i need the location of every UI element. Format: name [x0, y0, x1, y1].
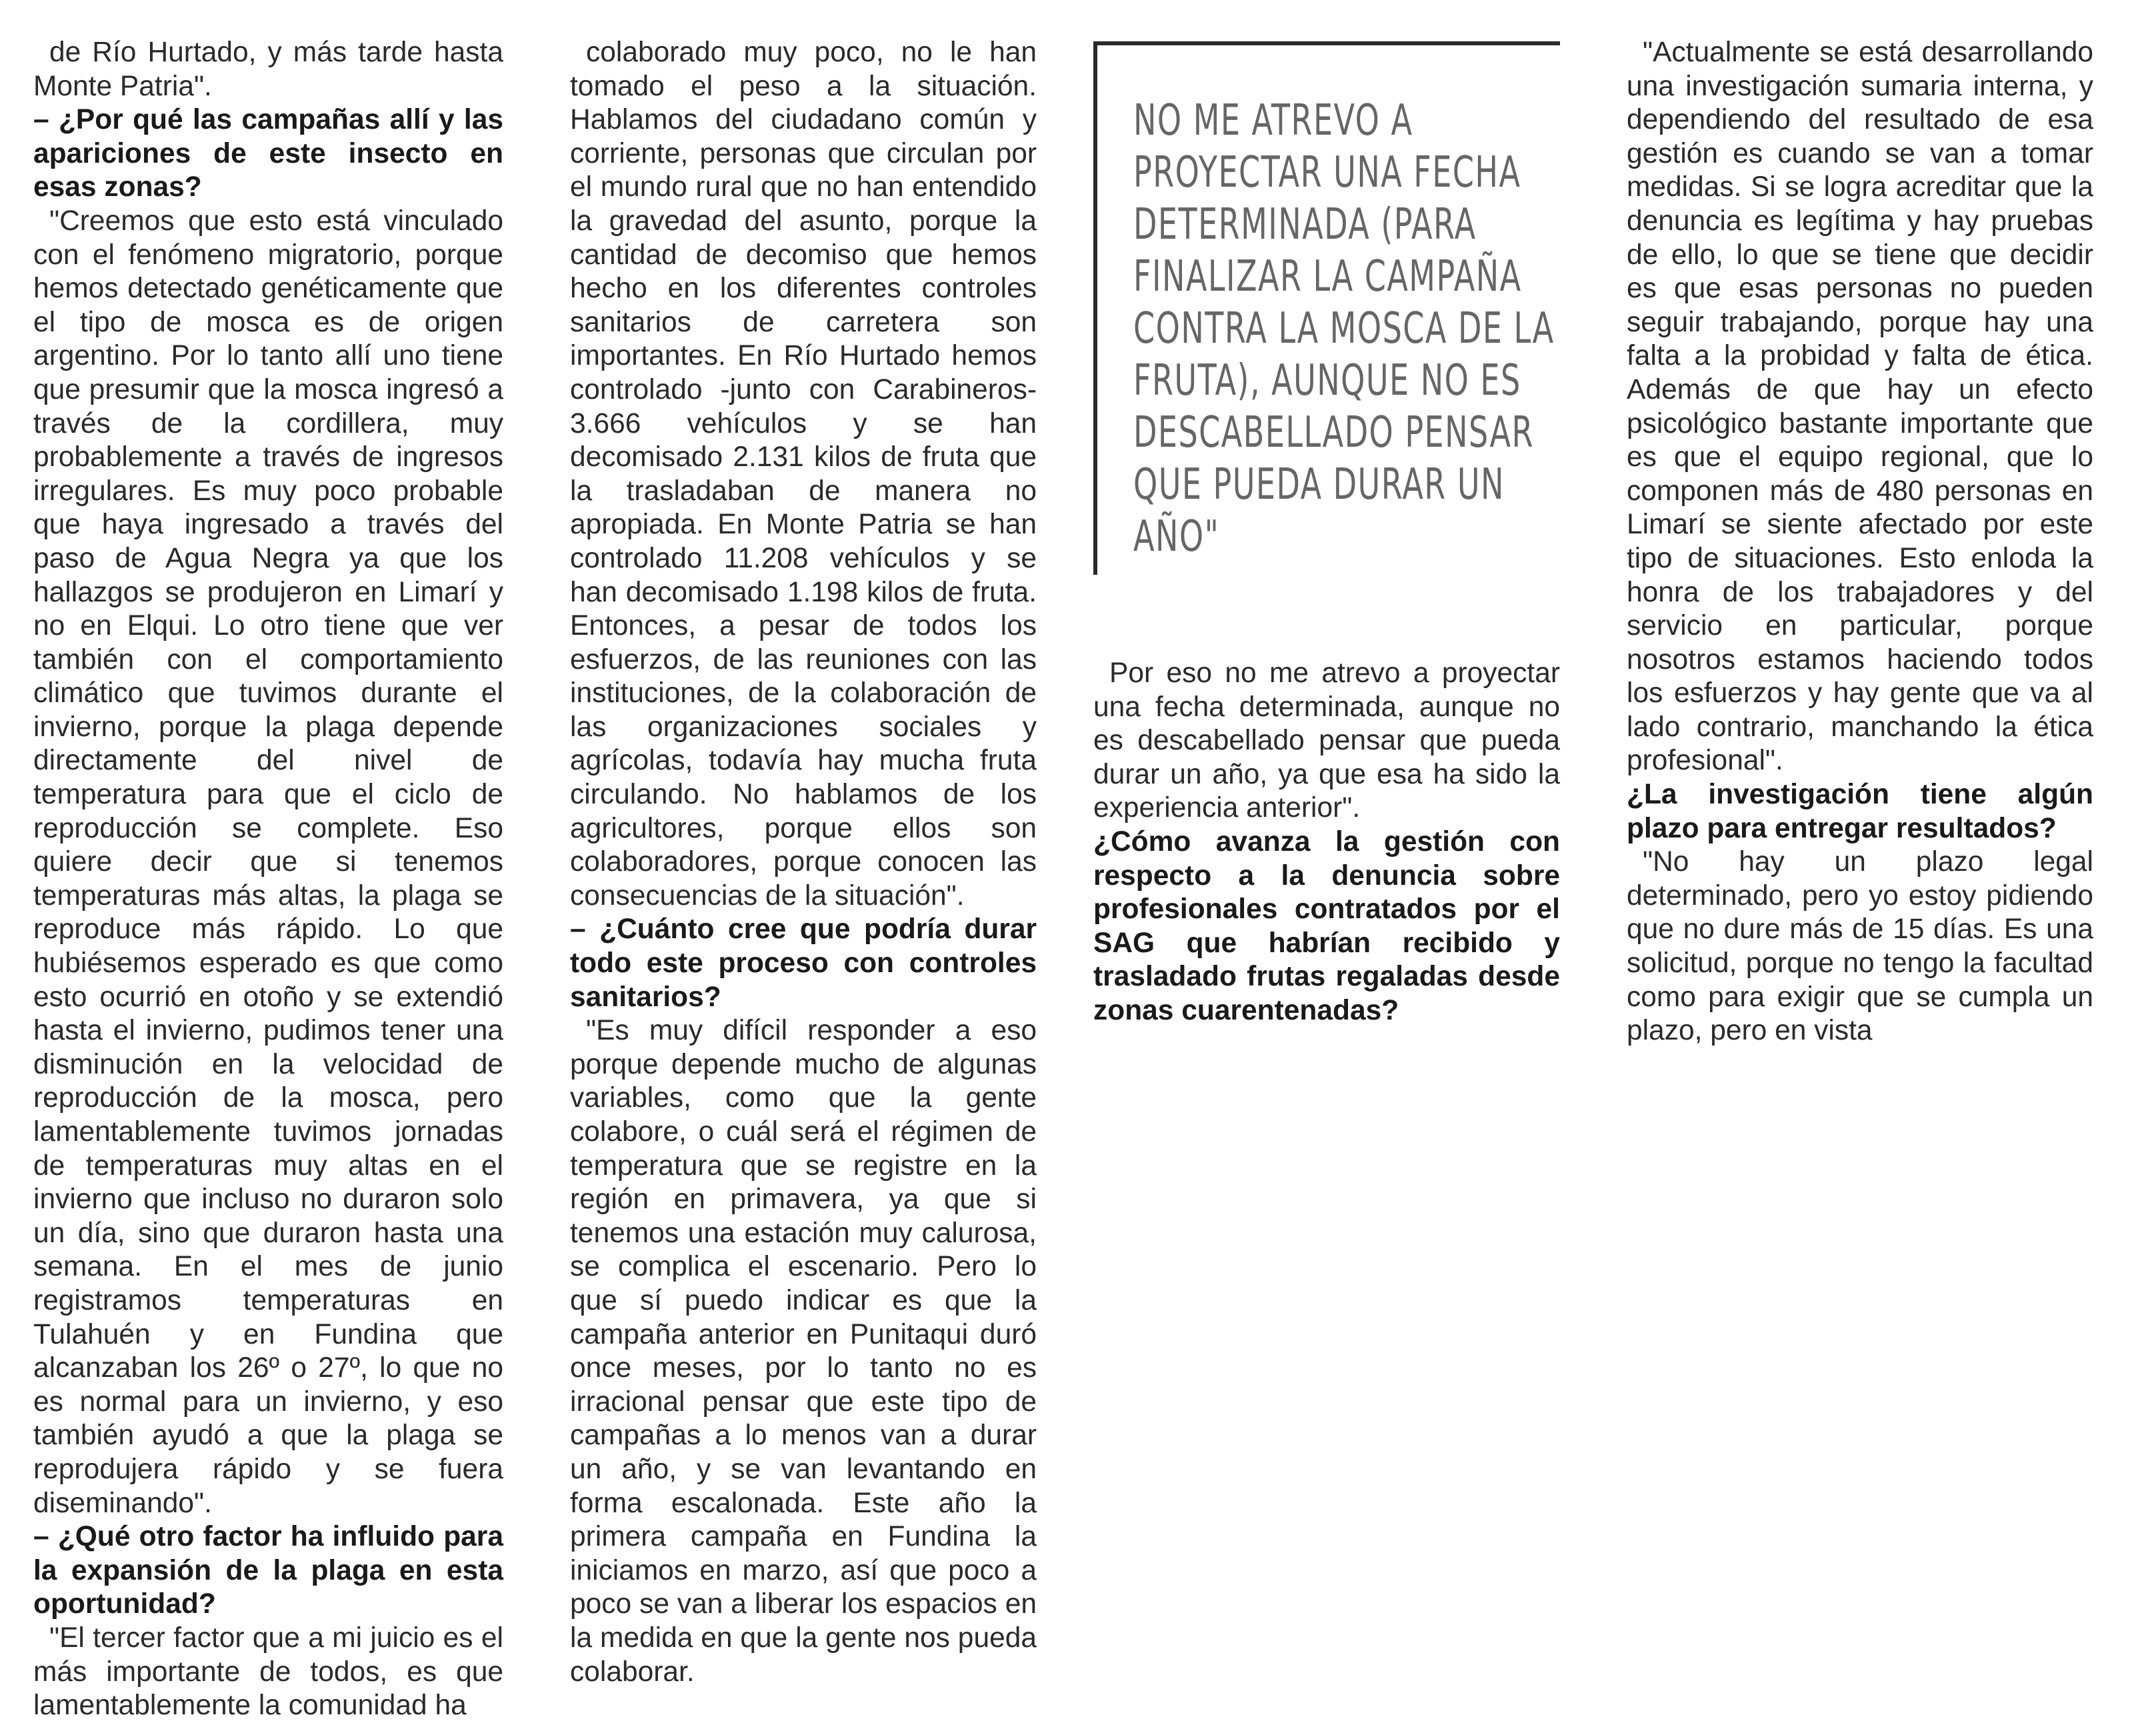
body-paragraph: "Es muy difícil responder a eso porque depende mucho de algunas variables, como que la gente colabore, o cuál será el régimen de temperatura que se registre en la región en primavera, ya que si tenemos una estación muy calurosa, se complica el escenario. Pero lo que sí puedo indicar es que la campaña anterior en Punitaqui duró once meses, por lo tanto no es irracional pensar que este tipo de campañas a lo menos van a durar un año, y se van levantando en forma escalonada. Este año la primera campaña en Fundina la iniciamos en marzo, así que poco a poco se van a liberar los espacios en la medida en que la gente nos pueda colaborar.	[570, 1015, 1037, 1688]
body-paragraph: "El tercer factor que a mi juicio es el más importante de todos, es que lamentablemente la comunidad ha	[33, 1622, 503, 1722]
interview-question: ¿Cómo avanza la gestión con respecto a la denuncia sobre profesionales contratados por el SAG que habrían recibido y trasladado frutas regaladas desde zonas cuarentenadas?	[1093, 825, 1560, 1026]
pull-quote-top-rule	[1093, 41, 1560, 45]
article-column-3	[1093, 657, 1560, 1028]
interview-question: – ¿Por qué las campañas allí y las apariciones de este insecto en esas zonas?	[33, 104, 503, 203]
article-column-1	[33, 36, 503, 1723]
body-paragraph: "Creemos que esto está vinculado con el fenómeno migratorio, porque hemos detectado genéticamente que el tipo de mosca es de origen argentino. Por lo tanto allí uno tiene que presumir que la mosca ingresó a través de la cordillera, muy probablemente a través de ingresos irregulares. Es muy poco probable que haya ingresado a través del paso de Agua Negra ya que los hallazgos se produjeron en Limarí y no en Elqui. Lo otro tiene que ver también con el comportamiento climático que tuvimos durante el invierno, porque la plaga depende directamente del nivel de temperatura para que el ciclo de reproducción se complete. Eso quiere decir que si tenemos temperaturas más altas, la plaga se reproduce más rápido. Lo que hubiésemos esperado es que como esto ocurrió en otoño y se extendió hasta el invierno, pudimos tener una disminución en la velocidad de reproducción de la mosca, pero lamentablemente tuvimos jornadas de temperaturas muy altas en el invierno que incluso no duraron solo un día, sino que duraron hasta una semana. En el mes de junio registramos temperaturas en Tulahuén y en Fundina que alcanzaban los 26º o 27º, lo que no es normal para un invierno, y eso también ayudó a que la plaga se reprodujera rápido y se fuera diseminando".	[33, 205, 503, 1519]
body-paragraph: Por eso no me atrevo a proyectar una fecha determinada, aunque no es descabellado pensar que pueda durar un año, ya que esa ha sido la experiencia anterior".	[1093, 657, 1560, 824]
article-column-2	[570, 36, 1037, 1689]
body-paragraph: colaborado muy poco, no le han tomado el peso a la situación. Hablamos del ciudadano común y corriente, personas que circulan por el mundo rural que no han entendido la gravedad del asunto, porque la cantidad de decomiso que hemos hecho en los diferentes controles sanitarios de carretera son importantes. En Río Hurtado hemos controlado -junto con Carabineros- 3.666 vehículos y se han decomisado 2.131 kilos de fruta que la trasladaban de manera no apropiada. En Monte Patria se han controlado 11.208 vehículos y se han decomisado 1.198 kilos de fruta. Entonces, a pesar de todos los esfuerzos, de las reuniones con las instituciones, de la colaboración de las organizaciones sociales y agrícolas, todavía hay mucha fruta circulando. No hablamos de los agricultores, porque ellos son colaboradores, porque conocen las consecuencias de la situación".	[570, 37, 1037, 912]
interview-question: ¿La investigación tiene algún plazo para entregar resultados?	[1627, 779, 2093, 844]
pull-quote-text: NO ME ATREVO A PROYECTAR UNA FECHA DETERMINADA (PARA FINALIZAR LA CAMPAÑA CONTRA LA MOSCA DE LA FRUTA), AUNQUE NO ES DESCABELLADO PENSAR QUE PUEDA DURAR UN AÑO"	[1133, 96, 1555, 561]
body-paragraph: "No hay un plazo legal determinado, pero yo estoy pidiendo que no dure más de 15 días. Es una solicitud, porque no tengo la facultad como para exigir que se cumpla un plazo, pero en vista	[1627, 846, 2093, 1047]
interview-question: – ¿Cuánto cree que podría durar todo este proceso con controles sanitarios?	[570, 914, 1037, 1013]
body-paragraph: de Río Hurtado, y más tarde hasta Monte Patria".	[33, 37, 503, 102]
article-column-4	[1627, 36, 2093, 1048]
interview-question: – ¿Qué otro factor ha influido para la expansión de la plaga en esta oportunidad?	[33, 1521, 503, 1620]
body-paragraph: "Actualmente se está desarrollando una investigación sumaria interna, y dependiendo del resultado de esa gestión es cuando se van a tomar medidas. Si se logra acreditar que la denuncia es legítima y hay pruebas de ello, lo que se tiene que decidir es que esas personas no pueden seguir trabajando, porque hay una falta a la probidad y falta de ética. Además de que hay un efecto psicológico bastante importante que es que el equipo regional, que lo componen más de 480 personas en Limarí se siente afectado por este tipo de situaciones. Esto enloda la honra de los trabajadores y del servicio en particular, porque nosotros estamos haciendo todos los esfuerzos y hay gente que va al lado contrario, manchando la ética profesional".	[1627, 37, 2093, 777]
pull-quote-left-rule	[1093, 41, 1097, 575]
pull-quote-box	[1093, 41, 1560, 575]
